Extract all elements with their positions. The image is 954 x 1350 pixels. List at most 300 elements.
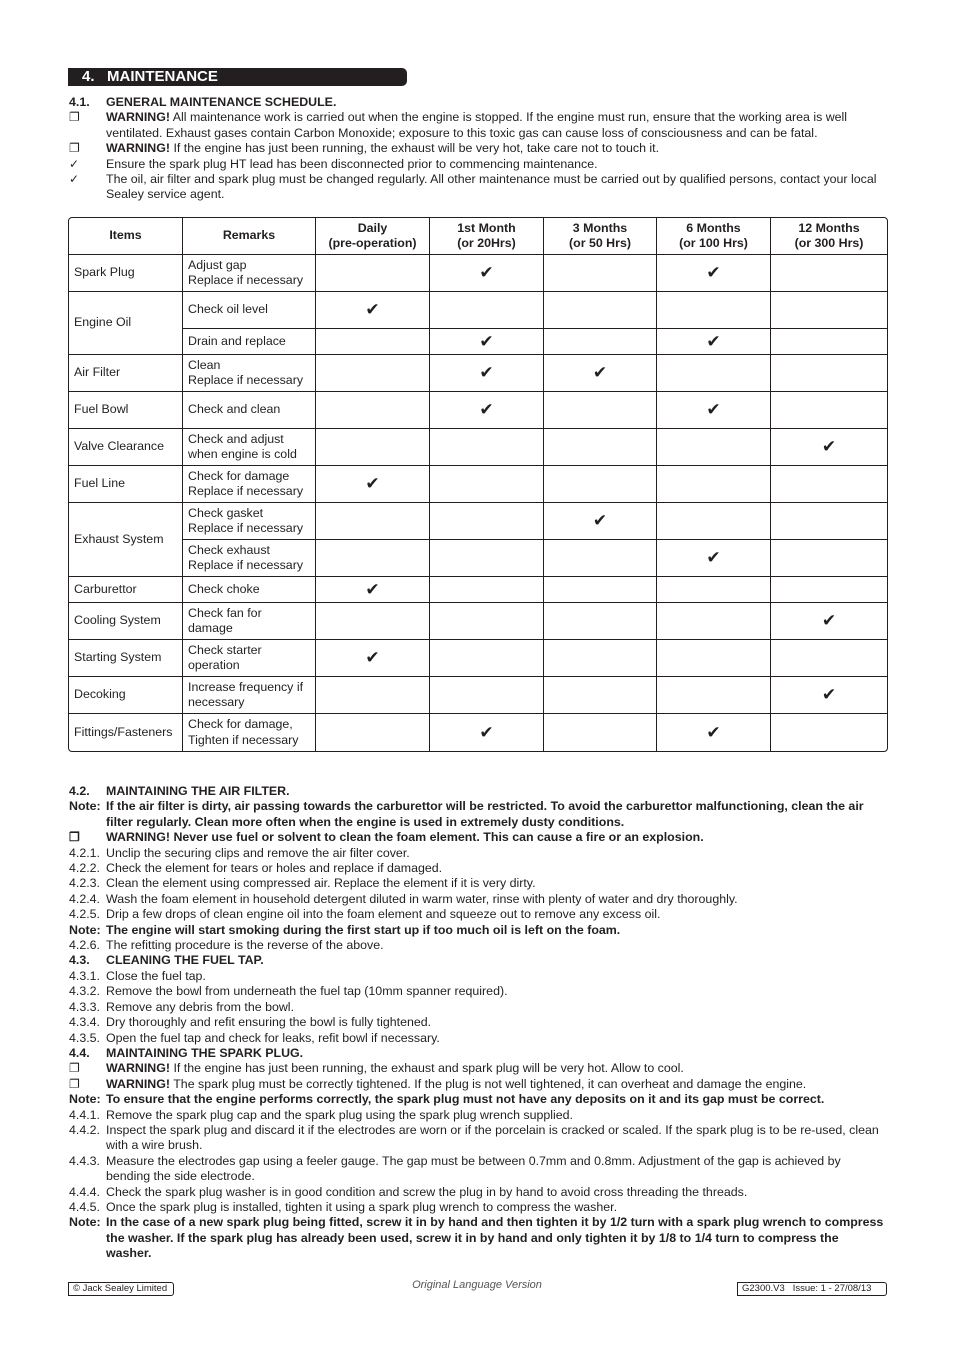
remarks-cell: [183, 392, 316, 429]
instruction-text: [106, 1108, 886, 1123]
instruction-text: [106, 953, 886, 968]
step-number: 4.3.: [69, 953, 90, 968]
step-number: 4.2.2.: [69, 861, 101, 876]
interval-cell: [316, 577, 430, 603]
column-header-line: (or 20Hrs): [457, 236, 516, 250]
schedule-note-item: [68, 172, 886, 203]
interval-cell: [544, 429, 657, 466]
check-mark-icon: ✔: [479, 400, 494, 420]
instruction-line: [68, 953, 886, 968]
tick-icon: ✓: [69, 156, 80, 171]
instruction-line: [68, 1077, 886, 1092]
step-number: Note:: [69, 922, 101, 937]
instruction-line: [68, 1092, 886, 1107]
instruction-text: [106, 799, 886, 830]
instruction-text: [106, 1092, 886, 1107]
interval-cell: [657, 640, 771, 677]
remark-line: Replace if necessary: [188, 521, 304, 535]
remark-line: Check fan for: [188, 605, 262, 620]
instruction-text: [106, 1185, 886, 1200]
interval-cell: [316, 329, 430, 355]
table-row: [69, 292, 887, 329]
instruction-body: MAINTAINING THE SPARK PLUG.: [106, 1045, 304, 1060]
instruction-body: Clean the element using compressed air. Replace the element if it is very dirty.: [106, 876, 536, 891]
interval-cell: [544, 603, 657, 640]
remarks-cell: [183, 603, 316, 640]
instruction-body: WARNING! Never use fuel or solvent to clean the foam element. This can cause a fire or an explosion.: [106, 830, 704, 845]
interval-cell: [316, 677, 430, 714]
column-header: [544, 218, 657, 255]
check-mark-icon: ✔: [821, 685, 837, 705]
interval-cell: [544, 640, 657, 677]
remark-line: Replace if necessary: [188, 484, 304, 498]
check-mark-icon: ✔: [365, 648, 380, 668]
instruction-body: If the air filter is dirty, air passing towards the carburettor will be restricted. To avoid the carburettor malfunctioning, clean the air filter regularly. Clean more often when the engine is used in extremely dusty conditions.: [106, 799, 864, 829]
interval-cell: [430, 603, 544, 640]
instruction-line: [68, 830, 886, 845]
warning-label: WARNING!: [106, 1061, 171, 1076]
section-title: MAINTENANCE: [107, 68, 218, 85]
interval-cell: [430, 355, 544, 392]
instruction-body: Close the fuel tap.: [106, 968, 206, 983]
interval-cell: [771, 329, 887, 355]
item-cell: Cooling System: [69, 603, 183, 640]
instruction-line: [68, 938, 886, 953]
instruction-text: [106, 892, 886, 907]
instruction-body: Wash the foam element in household detergent diluted in warm water, rinse with plenty of water and dry thoroughly.: [106, 891, 738, 906]
column-header-line: (or 100 Hrs): [679, 236, 748, 250]
instruction-line: [68, 969, 886, 984]
instruction-line: [68, 1123, 886, 1154]
instruction-line: [68, 1031, 886, 1046]
item-cell: Spark Plug: [69, 255, 183, 292]
column-header-line: 1st Month: [457, 220, 516, 235]
checkbox-icon: ❐: [69, 110, 80, 125]
item-cell: Carburettor: [69, 577, 183, 603]
instruction-text: [106, 1015, 886, 1030]
item-cell: Decoking: [69, 677, 183, 714]
item-cell: Fuel Line: [69, 466, 183, 503]
instruction-body: The engine will start smoking during the first start up if too much oil is left on the foam.: [106, 922, 621, 937]
interval-cell: [771, 392, 887, 429]
check-mark-icon: ✔: [821, 611, 837, 631]
warning-label: WARNING!: [106, 141, 171, 156]
instruction-line: [68, 1215, 886, 1261]
check-mark-icon: ✔: [479, 363, 494, 383]
issue-box: G2300.V3 Issue: 1 - 27/08/13: [737, 1282, 887, 1296]
remark-line: when engine is cold: [188, 447, 297, 461]
instruction-text: [106, 938, 886, 953]
instruction-line: [68, 784, 886, 799]
remark-line: Tighten if necessary: [188, 732, 299, 747]
remark-line: Check and clean: [188, 402, 281, 417]
remarks-cell: [183, 640, 316, 677]
remark-line: operation: [188, 658, 240, 672]
item-cell: Engine Oil: [69, 292, 183, 355]
table-row: [69, 577, 887, 603]
instruction-text: [106, 784, 886, 799]
column-header-line: 3 Months: [572, 220, 628, 235]
note-body: All maintenance work is carried out when the engine is stopped. If the engine must run, ensure that the working area is well ventilated. Exhaust gases contain Carbon Monoxide; exposure to this toxic gas can cause loss of consciousness and can be fatal.: [106, 110, 848, 140]
instruction-text: [106, 1215, 886, 1261]
instruction-line: [68, 1015, 886, 1030]
remark-line: Check and adjust: [188, 431, 284, 446]
check-mark-icon: ✔: [706, 400, 721, 420]
check-mark-icon: ✔: [365, 300, 380, 320]
interval-cell: [316, 292, 430, 329]
section-title-bar: [68, 68, 407, 86]
language-version: Original Language Version: [412, 1279, 542, 1291]
note-text: [106, 141, 886, 156]
instruction-line: [68, 984, 886, 999]
column-header-line: Remarks: [222, 228, 276, 243]
remarks-cell: [183, 329, 316, 355]
interval-cell: [316, 429, 430, 466]
interval-cell: [544, 677, 657, 714]
remarks-cell: [183, 677, 316, 714]
remarks-cell: [183, 255, 316, 292]
checkbox-icon: ❐: [69, 1061, 80, 1076]
table-row: [69, 466, 887, 503]
interval-cell: [430, 329, 544, 355]
instruction-line: [68, 1061, 886, 1076]
instruction-line: [68, 846, 886, 861]
interval-cell: [657, 466, 771, 503]
instruction-body: Measure the electrodes gap using a feeler gauge. The gap must be between 0.7mm and 0.8mm. Adjustment of the gap is achieved by bending the side electrode.: [106, 1153, 841, 1184]
remark-line: Check choke: [188, 581, 260, 596]
instruction-body: Inspect the spark plug and discard it if the electrodes are worn or if the porcelain is cracked or scaled. If the spark plug is to be re-used, clean with a wire brush.: [106, 1122, 879, 1153]
column-header-line: 12 Months: [798, 220, 860, 235]
instruction-text: [106, 1200, 886, 1215]
step-number: Note:: [69, 1092, 101, 1107]
table-row: [69, 677, 887, 714]
step-number: Note:: [69, 799, 101, 814]
instruction-body: Unclip the securing clips and remove the air filter cover.: [106, 845, 410, 860]
interval-cell: [544, 392, 657, 429]
remark-line: damage: [188, 621, 233, 635]
table-row: [69, 255, 887, 292]
interval-cell: [544, 503, 657, 540]
remarks-cell: [183, 355, 316, 392]
table-row: [69, 355, 887, 392]
instruction-line: [68, 907, 886, 922]
table-row: [69, 603, 887, 640]
interval-cell: [544, 292, 657, 329]
note-text: [106, 110, 886, 141]
instruction-text: [106, 876, 886, 891]
interval-cell: [657, 329, 771, 355]
interval-cell: [316, 392, 430, 429]
remarks-cell: [183, 429, 316, 466]
remark-line: Replace if necessary: [188, 558, 304, 572]
warning-label: WARNING!: [106, 1076, 171, 1091]
instruction-text: [106, 1077, 886, 1092]
interval-cell: [316, 540, 430, 577]
step-number: 4.3.2.: [69, 984, 101, 999]
step-number: 4.2.6.: [69, 938, 101, 953]
column-header-line: (pre-operation): [328, 236, 417, 250]
table-row: [69, 540, 887, 577]
step-number: 4.2.1.: [69, 845, 101, 860]
interval-cell: [430, 640, 544, 677]
remarks-cell: [183, 503, 316, 540]
interval-cell: [316, 714, 430, 751]
tick-icon: ✓: [69, 172, 80, 187]
note-text: [106, 172, 886, 203]
column-header: [316, 218, 430, 255]
note-body: Ensure the spark plug HT lead has been disconnected prior to commencing maintenance.: [106, 156, 598, 171]
item-cell: Fuel Bowl: [69, 392, 183, 429]
checkbox-icon: ❐: [69, 1076, 80, 1091]
column-header: [657, 218, 771, 255]
step-number: 4.3.1.: [69, 968, 101, 983]
instruction-line: [68, 923, 886, 938]
check-mark-icon: ✔: [365, 474, 380, 494]
interval-cell: [544, 355, 657, 392]
item-cell: Air Filter: [69, 355, 183, 392]
instruction-line: [68, 799, 886, 830]
interval-cell: [771, 429, 887, 466]
step-number: Note:: [69, 1215, 101, 1230]
instruction-body: Check the element for tears or holes and replace if damaged.: [106, 861, 443, 876]
interval-cell: [544, 466, 657, 503]
interval-cell: [771, 466, 887, 503]
instruction-body: Check the spark plug washer is in good condition and screw the plug in by hand to avoid cross threading the threads.: [106, 1184, 748, 1199]
check-mark-icon: ✔: [479, 722, 494, 742]
instruction-line: [68, 1200, 886, 1215]
check-mark-icon: ✔: [706, 722, 721, 742]
check-mark-icon: ✔: [706, 331, 721, 351]
remark-line: Check starter: [188, 642, 262, 657]
table-row: [69, 329, 887, 355]
instruction-line: [68, 1000, 886, 1015]
check-mark-icon: ✔: [592, 363, 608, 383]
column-header: [69, 218, 183, 255]
remark-line: Check gasket: [188, 505, 264, 520]
check-mark-icon: ✔: [592, 511, 608, 531]
instruction-body: To ensure that the engine performs correctly, the spark plug must not have any deposits on it and its gap must be correct.: [106, 1092, 825, 1107]
interval-cell: [316, 503, 430, 540]
step-number: 4.4.2.: [69, 1122, 101, 1137]
remarks-cell: [183, 540, 316, 577]
step-number: 4.2.5.: [69, 907, 101, 922]
column-header: [183, 218, 316, 255]
step-number: 4.2.4.: [69, 891, 101, 906]
interval-cell: [430, 392, 544, 429]
instruction-body: Drip a few drops of clean engine oil into the foam element and squeeze out to remove any excess oil.: [106, 907, 661, 922]
step-number: 4.4.4.: [69, 1184, 101, 1199]
interval-cell: [657, 292, 771, 329]
instruction-line: [68, 1154, 886, 1185]
interval-cell: [771, 714, 887, 751]
step-number: 4.4.5.: [69, 1199, 101, 1214]
item-cell: Starting System: [69, 640, 183, 677]
instruction-text: [106, 984, 886, 999]
item-cell: Fittings/Fasteners: [69, 714, 183, 751]
step-number: 4.3.3.: [69, 999, 101, 1014]
instruction-body: Remove the spark plug cap and the spark plug using the spark plug wrench supplied.: [106, 1107, 573, 1122]
interval-cell: [544, 255, 657, 292]
interval-cell: [771, 503, 887, 540]
column-header: [430, 218, 544, 255]
schedule-note-item: [68, 110, 886, 141]
interval-cell: [657, 392, 771, 429]
step-number: 4.4.1.: [69, 1107, 101, 1122]
remark-line: Check exhaust: [188, 542, 270, 557]
interval-cell: [771, 540, 887, 577]
interval-cell: [771, 677, 887, 714]
interval-cell: [657, 714, 771, 751]
interval-cell: [657, 255, 771, 292]
interval-cell: [316, 466, 430, 503]
remark-line: Check for damage,: [188, 717, 293, 732]
interval-cell: [771, 255, 887, 292]
schedule-note-item: [68, 157, 886, 172]
step-number: 4.4.3.: [69, 1153, 101, 1168]
checkbox-icon: ❐: [69, 830, 80, 845]
table-row: [69, 640, 887, 677]
instruction-line: [68, 876, 886, 891]
subsection-title: GENERAL MAINTENANCE SCHEDULE.: [106, 95, 337, 109]
interval-cell: [316, 640, 430, 677]
instruction-body: The spark plug must be correctly tightened. If the plug is not well tightened, it can overheat and damage the engine.: [170, 1076, 807, 1091]
interval-cell: [430, 429, 544, 466]
instruction-body: MAINTAINING THE AIR FILTER.: [106, 784, 290, 798]
interval-cell: [316, 355, 430, 392]
item-cell: Valve Clearance: [69, 429, 183, 466]
instruction-text: [106, 1000, 886, 1015]
instruction-text: [106, 969, 886, 984]
general-maintenance-block: [68, 95, 886, 203]
column-header-line: Daily: [357, 220, 388, 235]
column-header-line: 6 Months: [686, 220, 741, 235]
instruction-body: Remove any debris from the bowl.: [106, 999, 295, 1014]
interval-cell: [430, 540, 544, 577]
interval-cell: [430, 677, 544, 714]
instruction-line: [68, 1108, 886, 1123]
instruction-text: [106, 1031, 886, 1046]
warning-label: WARNING!: [106, 110, 171, 125]
interval-cell: [430, 292, 544, 329]
copyright-box: © Jack Sealey Limited: [68, 1282, 174, 1296]
interval-cell: [771, 603, 887, 640]
remarks-cell: [183, 292, 316, 329]
table-row: [69, 503, 887, 540]
instruction-body: If the engine has just been running, the exhaust and spark plug will be very hot. Allow to cool.: [170, 1061, 684, 1076]
instruction-text: [106, 923, 886, 938]
instruction-body: In the case of a new spark plug being fitted, screw it in by hand and then tighten it by 1/2 turn with a spark plug wrench to compress the washer. If the spark plug has already been used, screw it in by hand and only tighten it by 1/8 to 1/4 turn to compress the washer.: [106, 1215, 884, 1261]
remark-line: Replace if necessary: [188, 273, 304, 287]
interval-cell: [430, 255, 544, 292]
item-cell: Exhaust System: [69, 503, 183, 577]
check-mark-icon: ✔: [365, 579, 380, 599]
subsection-heading: [68, 95, 886, 110]
maintenance-instructions: [68, 784, 886, 1262]
interval-cell: [430, 503, 544, 540]
subsection-number: 4.1.: [69, 95, 90, 109]
interval-cell: [544, 329, 657, 355]
column-header-line: (or 300 Hrs): [794, 236, 864, 250]
interval-cell: [430, 577, 544, 603]
maintenance-schedule-table: [68, 217, 888, 752]
section-number: 4.: [82, 68, 95, 85]
interval-cell: [771, 640, 887, 677]
instruction-text: [106, 830, 886, 845]
instruction-text: [106, 861, 886, 876]
instruction-text: [106, 1046, 886, 1061]
interval-cell: [771, 292, 887, 329]
instruction-line: [68, 1046, 886, 1061]
instruction-body: Remove the bowl from underneath the fuel tap (10mm spanner required).: [106, 984, 508, 999]
instruction-body: The refitting procedure is the reverse of the above.: [106, 938, 384, 953]
remark-line: Drain and replace: [188, 333, 286, 348]
interval-cell: [316, 603, 430, 640]
instruction-body: Dry thoroughly and refit ensuring the bowl is fully tightened.: [106, 1015, 432, 1030]
interval-cell: [430, 466, 544, 503]
remarks-cell: [183, 577, 316, 603]
step-number: 4.3.5.: [69, 1030, 101, 1045]
table-row: [69, 714, 887, 751]
remark-line: Increase frequency if: [188, 679, 304, 694]
interval-cell: [657, 355, 771, 392]
remark-line: Check oil level: [188, 302, 268, 317]
check-mark-icon: ✔: [479, 331, 494, 351]
interval-cell: [657, 677, 771, 714]
remark-line: Clean: [188, 357, 221, 372]
remark-line: Replace if necessary: [188, 373, 304, 387]
instruction-text: [106, 907, 886, 922]
column-header-line: Items: [109, 228, 142, 243]
step-number: 4.4.: [69, 1045, 90, 1060]
interval-cell: [771, 355, 887, 392]
table-row: [69, 429, 887, 466]
remark-line: necessary: [188, 695, 245, 709]
remarks-cell: [183, 714, 316, 751]
checkbox-icon: ❐: [69, 141, 80, 156]
remark-line: Adjust gap: [188, 257, 247, 272]
interval-cell: [657, 540, 771, 577]
instruction-text: [106, 1123, 886, 1154]
column-header-line: (or 50 Hrs): [569, 236, 631, 250]
instruction-body: Once the spark plug is installed, tighten it using a spark plug wrench to compress the washer.: [106, 1199, 618, 1214]
interval-cell: [544, 577, 657, 603]
note-body: If the engine has just been running, the exhaust will be very hot, take care not to touch it.: [170, 141, 660, 156]
interval-cell: [430, 714, 544, 751]
remarks-cell: [183, 466, 316, 503]
remark-line: Check for damage: [188, 468, 290, 483]
instruction-text: [106, 1061, 886, 1076]
instruction-text: [106, 846, 886, 861]
step-number: 4.2.3.: [69, 876, 101, 891]
interval-cell: [544, 714, 657, 751]
check-mark-icon: ✔: [706, 263, 721, 283]
interval-cell: [544, 540, 657, 577]
table-row: [69, 392, 887, 429]
check-mark-icon: ✔: [479, 263, 494, 283]
instruction-line: [68, 1185, 886, 1200]
column-header: [771, 218, 887, 255]
check-mark-icon: ✔: [821, 437, 837, 457]
instruction-line: [68, 861, 886, 876]
step-number: 4.3.4.: [69, 1015, 101, 1030]
note-text: [106, 157, 886, 172]
instruction-text: [106, 1154, 886, 1185]
note-body: The oil, air filter and spark plug must be changed regularly. All other maintenance must be carried out by qualified persons, contact your local Sealey service agent.: [106, 172, 877, 202]
interval-cell: [657, 503, 771, 540]
schedule-note-item: [68, 141, 886, 156]
step-number: 4.2.: [69, 784, 90, 798]
interval-cell: [657, 603, 771, 640]
